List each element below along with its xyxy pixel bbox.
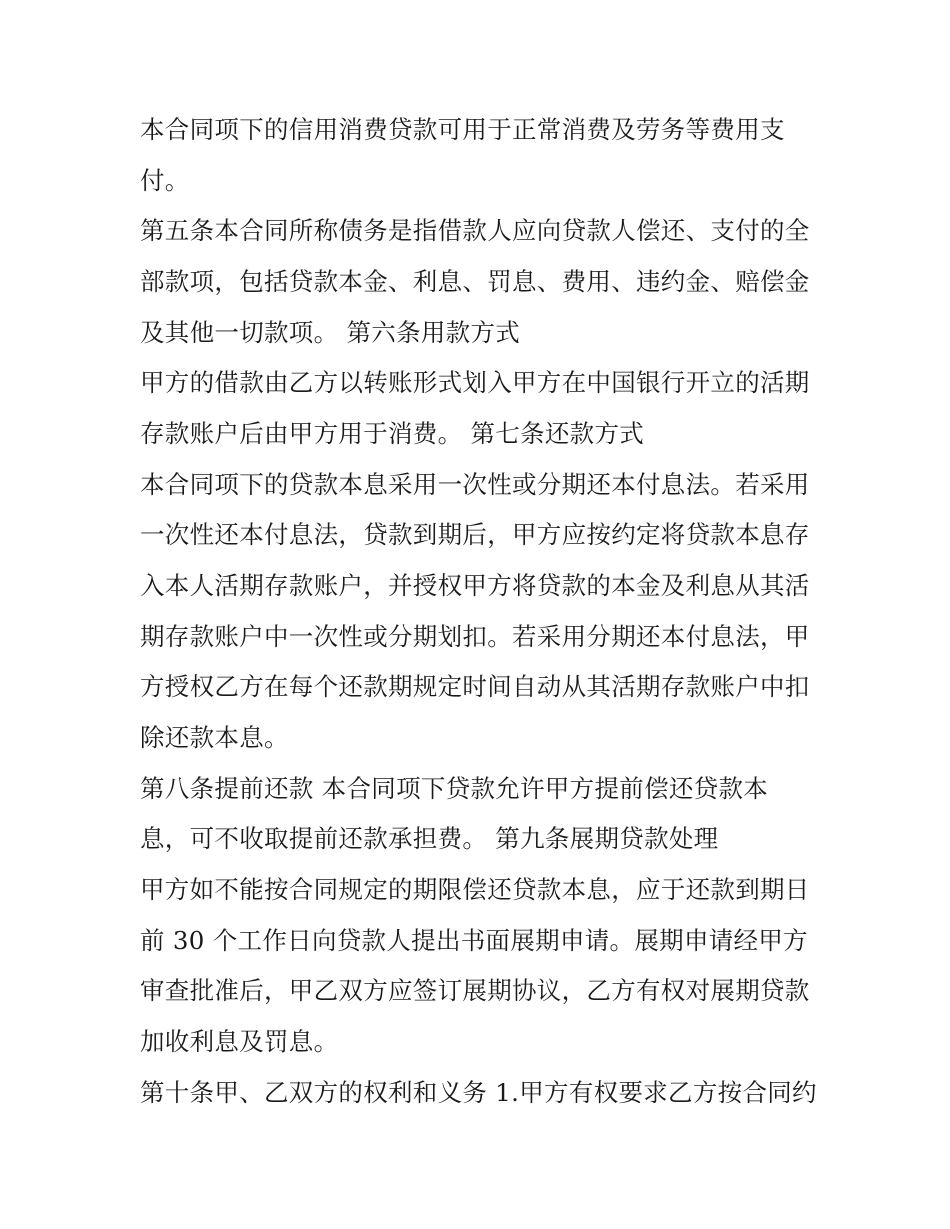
text-line: 第八条提前还款 本合同项下贷款允许甲方提前偿还贷款本 <box>140 774 769 803</box>
text-line: 部款项，包括贷款本金、利息、罚息、费用、违约金、赔偿金 <box>140 267 810 296</box>
text-line: 审查批准后，甲乙双方应签订展期协议，乙方有权对展期贷款 <box>140 976 810 1005</box>
text-line: 本合同项下的贷款本息采用一次性或分期还本付息法。若采用 <box>140 470 810 499</box>
text-line: 第五条本合同所称债务是指借款人应向贷款人偿还、支付的全 <box>140 216 810 245</box>
text-line: 加收利息及罚息。 <box>140 1027 339 1056</box>
text-line: 方授权乙方在每个还款期规定时间自动从其活期存款账户中扣 <box>140 672 810 701</box>
text-line: 前 30 个工作日向贷款人提出书面展期申请。展期申请经甲方 <box>140 926 808 955</box>
text-line: 入本人活期存款账户，并授权甲方将贷款的本金及利息从其活 <box>140 571 810 600</box>
text-line: 付。 <box>140 166 190 195</box>
text-line: 一次性还本付息法，贷款到期后，甲方应按约定将贷款本息存 <box>140 520 810 549</box>
text-line: 期存款账户中一次性或分期划扣。若采用分期还本付息法，甲 <box>140 622 810 651</box>
text-line: 息，可不收取提前还款承担费。 第九条展期贷款处理 <box>140 824 719 853</box>
text-line: 本合同项下的信用消费贷款可用于正常消费及劳务等费用支 <box>140 115 785 144</box>
text-line: 甲方如不能按合同规定的期限偿还贷款本息，应于还款到期日 <box>140 875 810 904</box>
text-line: 及其他一切款项。 第六条用款方式 <box>140 318 521 347</box>
text-line: 除还款本息。 <box>140 723 289 752</box>
text-line: 甲方的借款由乙方以转账形式划入甲方在中国银行开立的活期 <box>140 368 810 397</box>
text-line: 第十条甲、乙双方的权利和义务 1.甲方有权要求乙方按合同约 <box>140 1078 817 1107</box>
text-line: 存款账户后由甲方用于消费。 第七条还款方式 <box>140 419 645 448</box>
